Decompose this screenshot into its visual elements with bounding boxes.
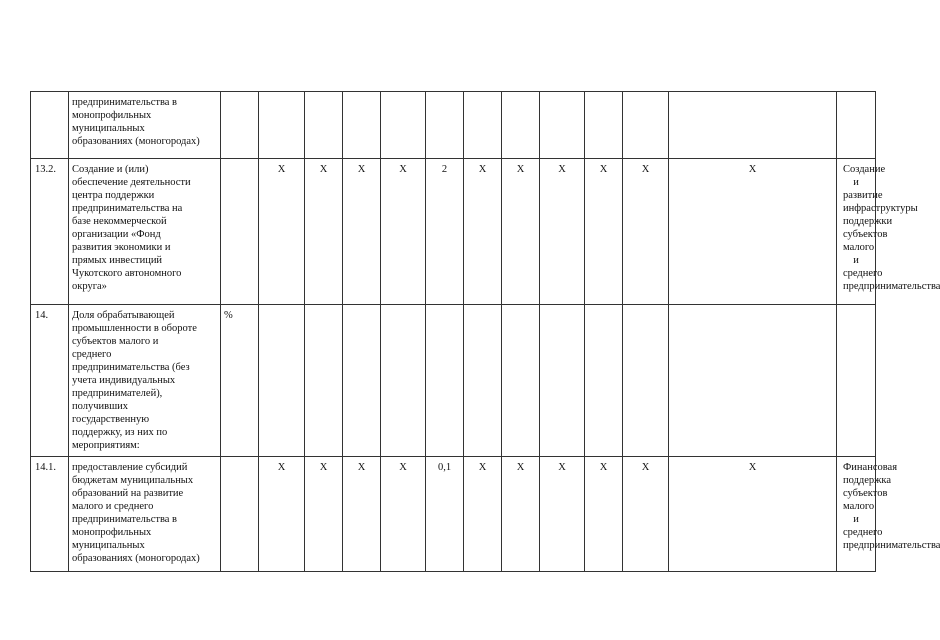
row-number: 14. — [31, 305, 69, 457]
expected-result: Создание и развитие инфраструктуры поддержки субъектов малого и среднего предпринимательства — [837, 159, 876, 305]
value-cell: Х — [669, 159, 837, 305]
value-cell: Х — [585, 159, 623, 305]
value-cell — [585, 305, 623, 457]
table-row — [31, 457, 876, 572]
value-cell — [540, 92, 585, 159]
unit-cell — [221, 159, 259, 305]
indicator-name-line: предпринимательства (без — [72, 362, 190, 373]
indicator-name-line: предоставление субсидий — [72, 462, 188, 473]
value-cell — [669, 92, 837, 159]
indicator-name-line: среднего — [72, 349, 112, 360]
unit-cell: % — [221, 305, 259, 457]
expected-result: Финансовая поддержка субъектов малого и среднего предпринимательства — [837, 457, 876, 572]
value-cell: 0,1 — [426, 457, 464, 572]
value-cell — [502, 92, 540, 159]
indicator-name-line: предпринимательства в — [72, 97, 178, 108]
indicator-name-line: субъектов малого и — [72, 336, 159, 347]
value-cell: Х — [343, 159, 381, 305]
indicator-name-line: поддержку, из них по — [72, 427, 168, 438]
row-number: 14.1. — [31, 457, 69, 572]
indicator-name — [69, 159, 221, 305]
value-cell: Х — [502, 159, 540, 305]
indicator-name-line: организации «Фонд — [72, 229, 161, 240]
value-cell — [426, 92, 464, 159]
row-number: 13.2. — [31, 159, 69, 305]
indicator-name-line: предпринимательства в — [72, 514, 178, 525]
value-cell — [305, 92, 343, 159]
unit-cell — [221, 92, 259, 159]
value-cell — [343, 305, 381, 457]
indicator-name-line: прямых инвестиций — [72, 255, 163, 266]
indicator-name-line: получивших — [72, 401, 129, 412]
value-cell — [585, 92, 623, 159]
value-cell — [381, 92, 426, 159]
value-cell — [259, 92, 305, 159]
indicator-name-line: округа» — [72, 281, 107, 292]
indicator-name — [69, 92, 221, 159]
value-cell: 2 — [426, 159, 464, 305]
expected-result — [837, 92, 876, 159]
indicator-name-line: центра поддержки — [72, 190, 155, 201]
value-cell — [259, 305, 305, 457]
value-cell: Х — [669, 457, 837, 572]
table-row — [31, 92, 876, 159]
value-cell: Х — [381, 159, 426, 305]
indicator-name-line: государственную — [72, 414, 150, 425]
value-cell — [669, 305, 837, 457]
value-cell: Х — [540, 159, 585, 305]
value-cell: Х — [540, 457, 585, 572]
value-cell — [305, 305, 343, 457]
value-cell: Х — [259, 159, 305, 305]
indicator-name-line: Создание и (или) — [72, 164, 149, 175]
value-cell — [464, 92, 502, 159]
value-cell — [426, 305, 464, 457]
indicator-name — [69, 457, 221, 572]
value-cell: Х — [343, 457, 381, 572]
expected-result — [837, 305, 876, 457]
row-number — [31, 92, 69, 159]
value-cell: Х — [381, 457, 426, 572]
indicator-name-line: предпринимателей), — [72, 388, 163, 399]
table-row — [31, 159, 876, 305]
indicator-name-line: образований на развитие — [72, 488, 184, 499]
value-cell — [623, 305, 669, 457]
indicator-name-line: учета индивидуальных — [72, 375, 176, 386]
indicator-name-line: развития экономики и — [72, 242, 171, 253]
indicator-name-line: образованиях (моногородах) — [72, 136, 200, 147]
value-cell — [343, 92, 381, 159]
indicator-name-line: малого и среднего — [72, 501, 154, 512]
indicator-name-line: монопрофильных — [72, 110, 152, 121]
value-cell: Х — [502, 457, 540, 572]
indicator-name-line: образованиях (моногородах) — [72, 553, 200, 564]
indicator-name-line: бюджетам муниципальных — [72, 475, 194, 486]
indicator-name — [69, 305, 221, 457]
value-cell — [381, 305, 426, 457]
indicator-name-line: Чукотского автономного — [72, 268, 182, 279]
indicator-name-line: муниципальных — [72, 540, 145, 551]
value-cell — [623, 92, 669, 159]
value-cell: Х — [464, 457, 502, 572]
value-cell: Х — [305, 457, 343, 572]
indicator-name-line: монопрофильных — [72, 527, 152, 538]
value-cell: Х — [259, 457, 305, 572]
value-cell: Х — [464, 159, 502, 305]
value-cell: Х — [305, 159, 343, 305]
table-row — [31, 305, 876, 457]
value-cell: Х — [623, 159, 669, 305]
indicator-name-line: предпринимательства на — [72, 203, 183, 214]
indicator-name-line: промышленности в обороте — [72, 323, 197, 334]
unit-cell — [221, 457, 259, 572]
value-cell — [502, 305, 540, 457]
value-cell — [540, 305, 585, 457]
value-cell: Х — [623, 457, 669, 572]
indicator-name-line: мероприятиям: — [72, 440, 140, 451]
indicator-name-line: обеспечение деятельности — [72, 177, 191, 188]
indicator-name-line: Доля обрабатывающей — [72, 310, 175, 321]
indicator-name-line: муниципальных — [72, 123, 145, 134]
value-cell — [464, 305, 502, 457]
value-cell: Х — [585, 457, 623, 572]
program-indicators-table — [30, 91, 940, 572]
indicator-name-line: базе некоммерческой — [72, 216, 167, 227]
